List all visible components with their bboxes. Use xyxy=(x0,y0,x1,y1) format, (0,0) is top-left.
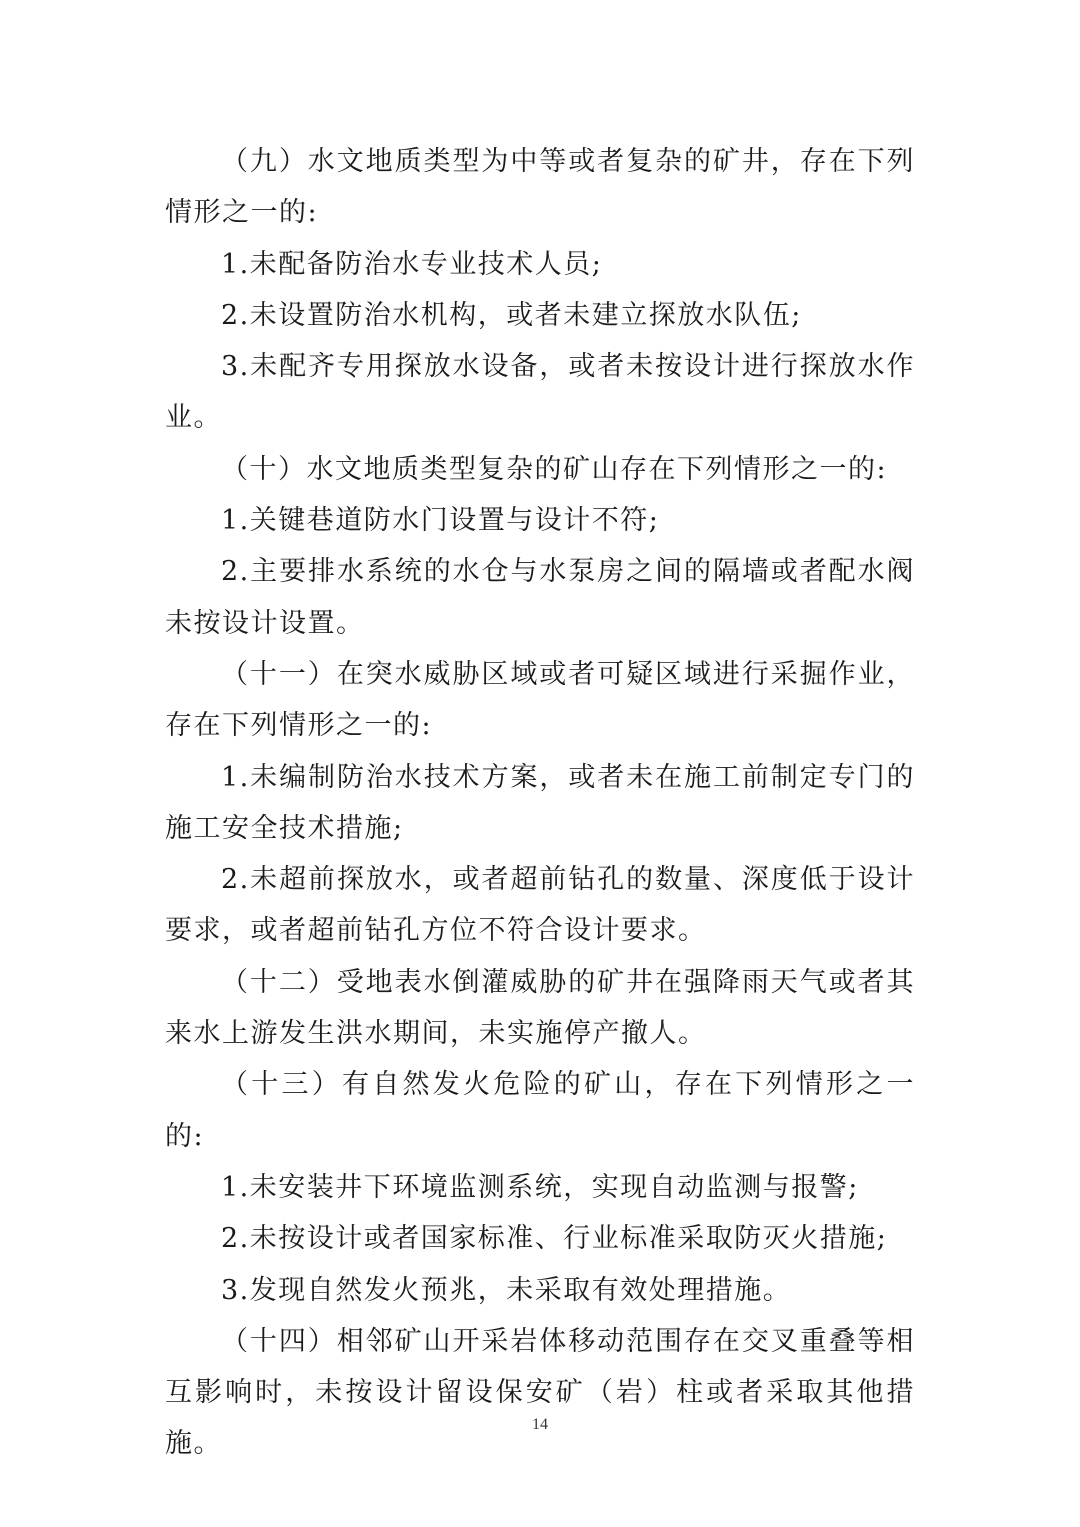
paragraph-13-item-1: 1.未安装井下环境监测系统，实现自动监测与报警; xyxy=(221,1171,859,1203)
paragraph-9: （九）水文地质类型为中等或者复杂的矿井，存在下列情形之一的: xyxy=(165,146,915,229)
paragraph-9-item-2: 2.未设置防治水机构，或者未建立探放水队伍; xyxy=(221,299,802,331)
paragraph-11-item-1: 1.未编制防治水技术方案，或者未在施工前制定专门的施工安全技术措施; xyxy=(165,761,915,844)
paragraph-13-item-2: 2.未按设计或者国家标准、行业标准采取防灭火措施; xyxy=(221,1223,888,1255)
paragraph-10-item-1: 1.关键巷道防水门设置与设计不符; xyxy=(221,505,660,537)
paragraph-9-item-1: 1.未配备防治水专业技术人员; xyxy=(221,248,603,280)
paragraph-11-item-2: 2.未超前探放水，或者超前钻孔的数量、深度低于设计要求，或者超前钻孔方位不符合设计要求。 xyxy=(165,864,915,947)
page-body xyxy=(165,136,915,1470)
paragraph-13: （十三）有自然发火危险的矿山，存在下列情形之一的: xyxy=(165,1069,915,1152)
paragraph-14: （十四）相邻矿山开采岩体移动范围存在交叉重叠等相互影响时，未按设计留设保安矿（岩）柱或者采取其他措施。 xyxy=(165,1325,915,1460)
paragraph-12: （十二）受地表水倒灌威胁的矿井在强降雨天气或者其来水上游发生洪水期间，未实施停产撤人。 xyxy=(165,966,915,1050)
paragraph-10: （十）水文地质类型复杂的矿山存在下列情形之一的: xyxy=(221,453,888,485)
paragraph-10-item-2: 2.主要排水系统的水仓与水泵房之间的隔墙或者配水阀未按设计设置。 xyxy=(165,556,915,639)
paragraph-13-item-3: 3.发现自然发火预兆，未采取有效处理措施。 xyxy=(221,1274,792,1306)
paragraph-11: （十一）在突水威胁区域或者可疑区域进行采掘作业，存在下列情形之一的: xyxy=(165,658,915,742)
page-number: 14 xyxy=(532,1416,548,1433)
paragraph-9-item-3: 3.未配齐专用探放水设备，或者未按设计进行探放水作业。 xyxy=(165,351,915,434)
